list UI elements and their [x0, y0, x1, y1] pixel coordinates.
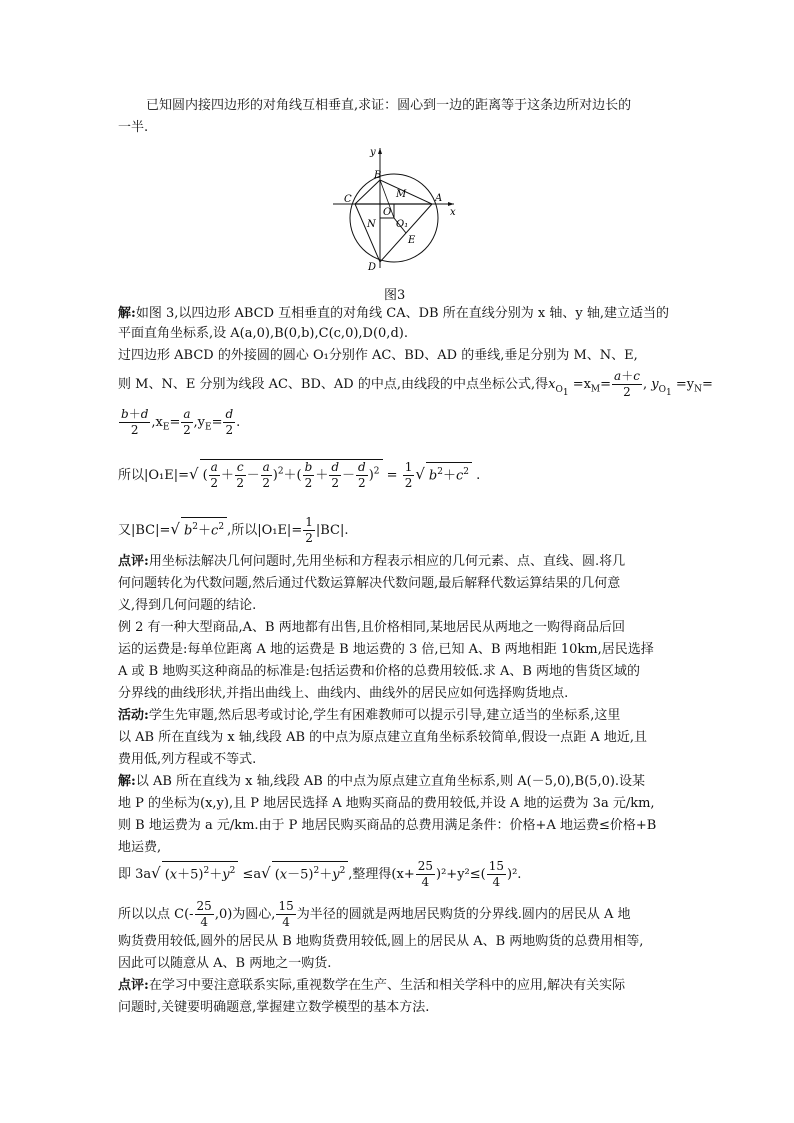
comment2-head: 点评: [118, 978, 149, 993]
solution-head: 解: [118, 306, 136, 321]
inequality-formula: 即 3a√ $(x+5)^2+y^2 \le a√$ $(x-5)^2+y^2$ ,整理得(x+ $\frac{25}{4}$ )²+y²≤( $\frac{15}{4}$ )². [118, 859, 522, 889]
concl-a: 所以以点 C(- [118, 907, 194, 922]
ineq-e: )². [507, 867, 522, 882]
solution2-line-8: 因此可以随意从 A、B 两地之一购货. [118, 956, 332, 971]
solution2-line-3: 则 B 地运费为 a 元/km.由于 P 地居民购买商品的总费用满足条件：价格+A 地运费≤价格+B [118, 818, 657, 833]
concl-c: 为半径的圆就是两地居民购货的分界线.圆内的居民从 A 地 [296, 907, 631, 922]
bc-end: |BC|. [315, 523, 349, 538]
activity-line-1: 学生先审题,然后思考或讨论,学生有困难教师可以提示引导,建立适当的坐标系,这里 [148, 708, 621, 723]
distance-formula: 所以|O₁E|=√ ( $\frac{a}{2}$ ＋ $\frac{c}{2}$ － $\frac{a}{2}$ )$^2$＋( $\frac{b}{2}$ ＋ $\frac{d}{2}$ － $\frac{d}{2}$ )$^2$ = $\frac{1}{2}$ √ $b^2+c^2$ . [118, 460, 481, 490]
solution1-line-4-text: 则 M、N、E 分别为线段 AC、BD、AD 的中点,由线段的中点坐标公式,得 [118, 377, 549, 392]
comment2-line-1: 在学习中要注意联系实际,重视数学在生产、生活和相关学科中的应用,解决有关实际 [148, 978, 626, 993]
figure-caption: 图3 [384, 288, 406, 303]
activity-line-2: 以 AB 所在直线为 x 轴,线段 AB 的中点为原点建立直角坐标系较简单,假设一点距 A 地近,且 [118, 730, 648, 745]
solution2-line-4: 地运费, [118, 840, 162, 855]
comment1-line-1: 用坐标法解决几何问题时,先用坐标和方程表示相应的几何元素、点、直线、圆.将几 [148, 554, 626, 569]
solution2-head: 解: [118, 774, 136, 789]
ineq-a: 即 3a [118, 867, 152, 882]
label-o1: O₁ [396, 219, 409, 230]
solution1-line-3: 过四边形 ABCD 的外接圆的圆心 O₁分别作 AC、BD、AD 的垂线,垂足分别为 M、N、E, [118, 348, 638, 363]
example2-line-1: 例 2 有一种大型商品,A、B 两地都有出售,且价格相同,某地居民从两地之一购得商品后回 [118, 620, 626, 635]
label-o: O [383, 207, 392, 218]
circle-conclusion: 所以以点 C(- $\frac{25}{4}$ ,0)为圆心, $\frac{15}{4}$ 为半径的圆就是两地居民购货的分界线.圆内的居民从 A 地 [118, 899, 631, 929]
comment2-line-2: 问题时,关键要明确题意,掌握建立数学模型的基本方法. [118, 1000, 430, 1015]
example2-line-2: 运的运费是:每单位距离 A 地的运费是 B 地运费的 3 倍,已知 A、B 两地相距 10km,居民选择 [118, 642, 654, 657]
bc-mid: ,所以|O₁E|= [227, 523, 303, 538]
label-e: E [408, 235, 416, 246]
solution2-line-1: 以 AB 所在直线为 x 轴,线段 AB 的中点为原点建立直角坐标系,则 A(－5,0),B(5,0).设某 [135, 774, 646, 789]
bc-label: 又|BC|= [118, 523, 171, 538]
solution2-line-2: 地 P 的坐标为(x,y),且 P 地居民选择 A 地购买商品的费用较低,并设 A 地的运费为 3a 元/km, [118, 796, 655, 811]
activity-head: 活动: [118, 708, 149, 723]
bc-formula: 又|BC|=√ $b^2+c^2$ ,所以|O₁E|= $\frac{1}{2}$ |BC|. [118, 515, 349, 545]
ineq-b: ≤a [242, 867, 262, 882]
ineq-c: ,整理得(x+ [348, 867, 415, 882]
ineq-d: )²+y²≤( [436, 867, 486, 882]
geometry-figure [328, 144, 458, 274]
label-x: x [450, 207, 456, 218]
label-y: y [370, 147, 376, 158]
solution1-line-4: 则 M、N、E 分别为线段 AC、BD、AD 的中点,由线段的中点坐标公式,得$x_{O_1} =x_M=$ $\frac{a+c}{2}$ , $y_{O_1} =y_N=$ [118, 369, 713, 399]
label-n: N [367, 219, 376, 230]
activity-line-3: 费用低,列方程或不等式. [118, 752, 257, 767]
label-d: D [368, 262, 377, 273]
problem-line-2: 一半. [118, 120, 149, 135]
midpoint-formula: $\frac{b+d}{2}$ $,x_E=$ $\frac{a}{2}$ $,y_E=$ $\frac{d}{2}$ . [121, 407, 241, 437]
distance-label: 所以|O₁E|= [118, 468, 190, 483]
example2-line-4: 分界线的曲线形状,并指出曲线上、曲线内、曲线外的居民应如何选择购货地点. [118, 686, 569, 701]
solution1-line-1: 如图 3,以四边形 ABCD 互相垂直的对角线 CA、DB 所在直线分别为 x 轴、y 轴,建立适当的 [135, 306, 669, 321]
problem-line-1: 已知圆内接四边形的对角线互相垂直,求证：圆心到一边的距离等于这条边所对边长的 [146, 98, 632, 113]
label-a: A [435, 193, 443, 204]
comment-head: 点评: [118, 554, 149, 569]
comment1-line-2: 何问题转化为代数问题,然后通过代数运算解决代数问题,最后解释代数运算结果的几何意 [118, 576, 621, 591]
solution1-line-2: 平面直角坐标系,设 A(a,0),B(0,b),C(c,0),D(0,d). [118, 326, 408, 341]
concl-b: ,0)为圆心, [214, 907, 276, 922]
example2-line-3: A 或 B 地购买这种商品的标准是:包括运费和价格的总费用较低.求 A、B 两地的售货区域的 [118, 664, 641, 679]
label-m: M [396, 189, 407, 200]
comment1-line-3: 义,得到几何问题的结论. [118, 598, 257, 613]
label-b: B [374, 170, 382, 181]
solution2-line-7: 购货费用较低,圆外的居民从 B 地购货费用较低,圆上的居民从 A、B 两地购货的总费用相等, [118, 934, 644, 949]
label-c: C [344, 194, 352, 205]
